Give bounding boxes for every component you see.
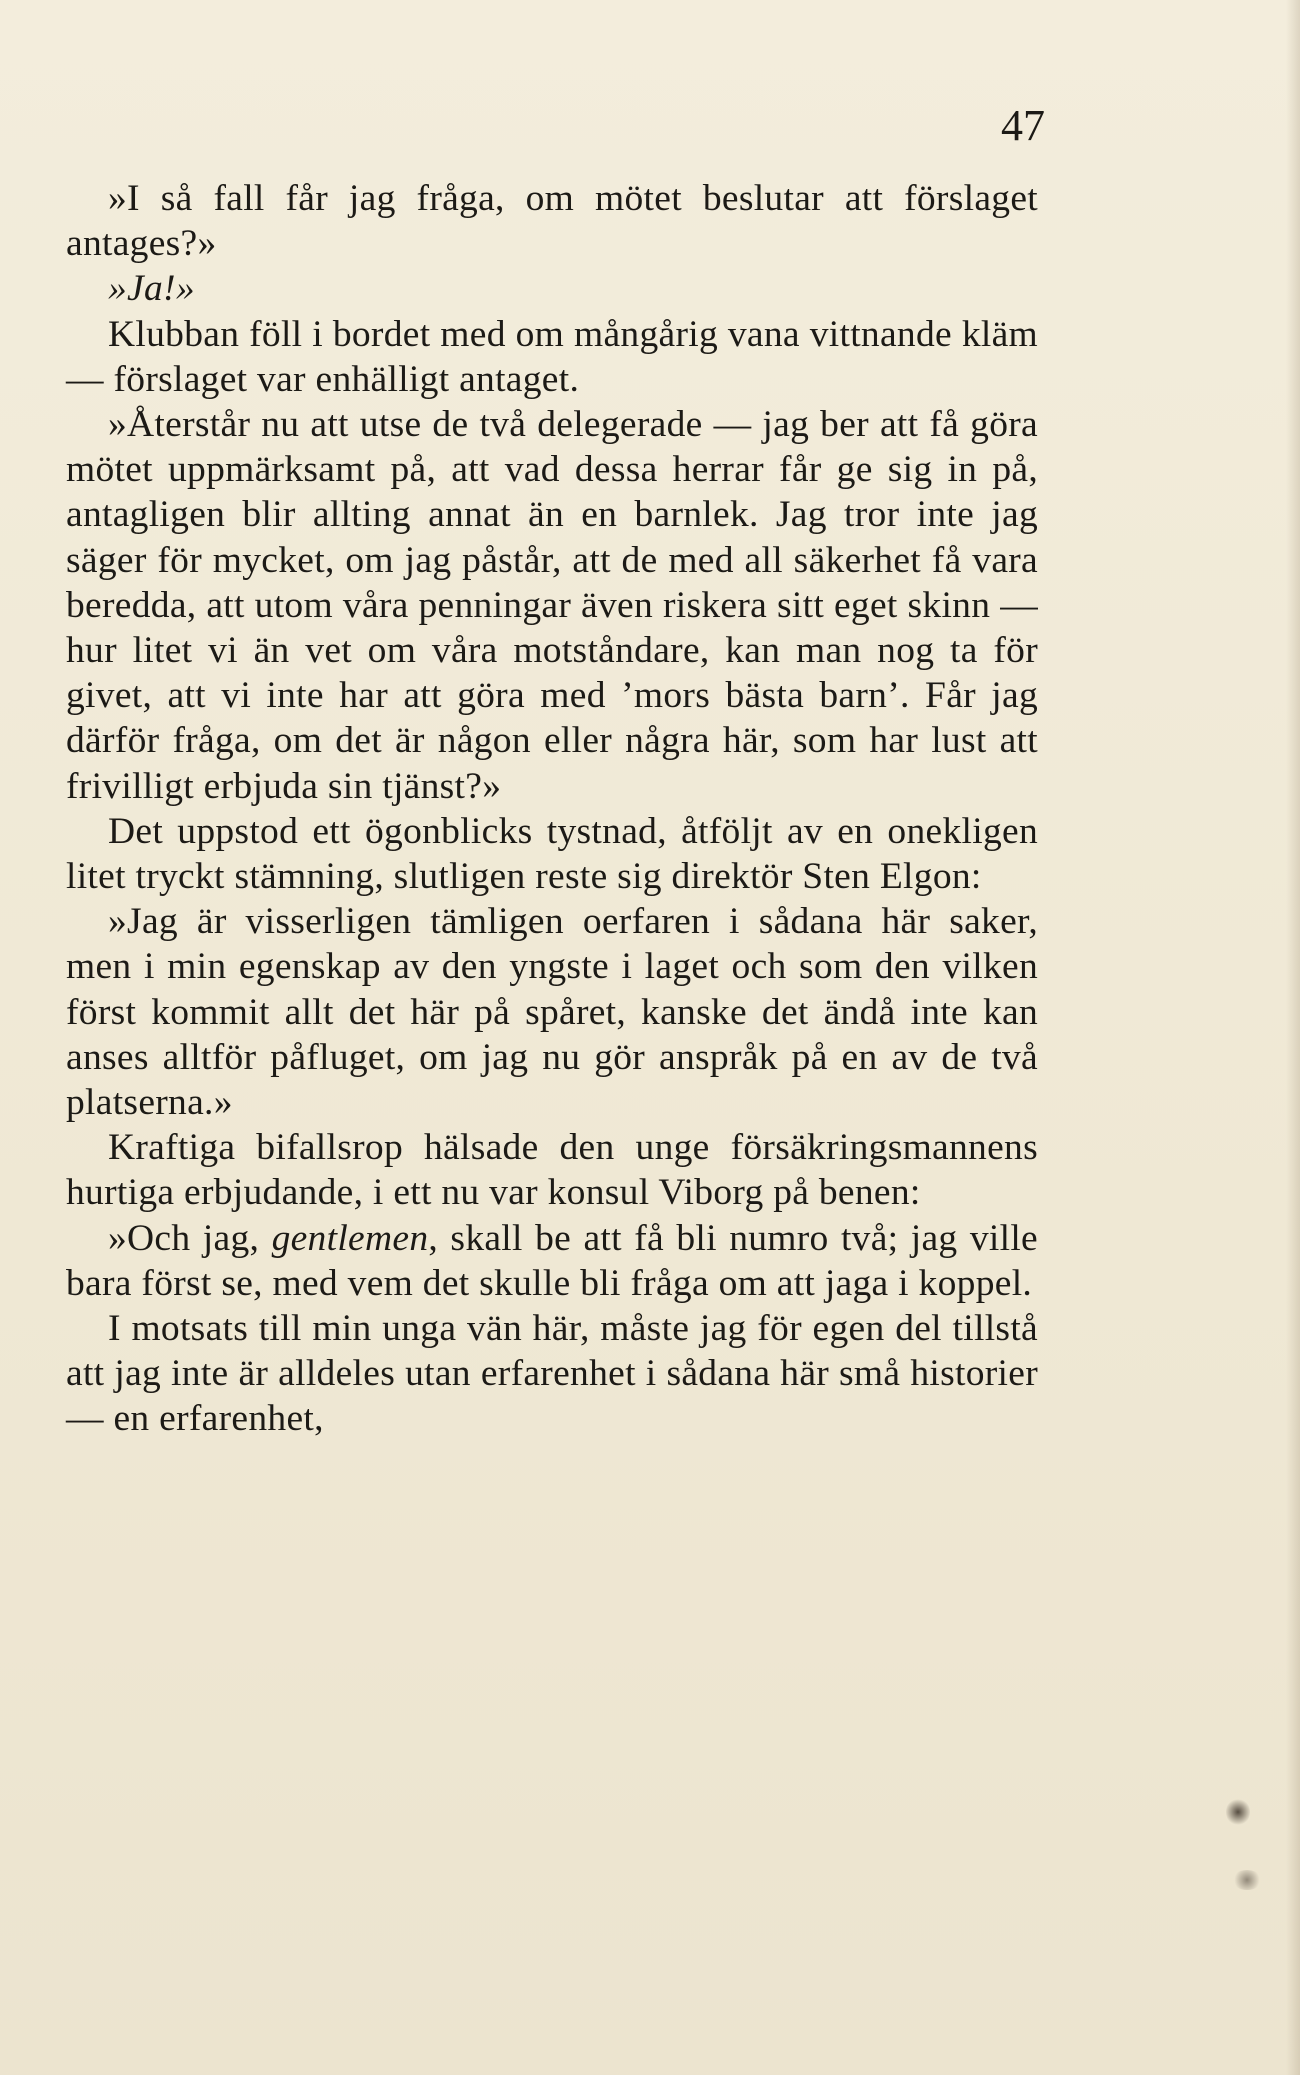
paragraph: »Jag är visserligen tämligen oerfaren i sådana här saker, men i min egenskap av den yngste i laget och som den vilken först kommit allt det här på spåret, kanske det ändå inte kan anses alltför påfluget, om jag nu gör anspråk på en av de två platserna.» bbox=[66, 901, 1038, 1124]
ink-smudge bbox=[1232, 1870, 1262, 1890]
page-edge-shadow bbox=[1286, 0, 1300, 2075]
paragraph: »Ja!» bbox=[108, 268, 195, 310]
paragraph: »Och jag, gentlemen, skall be att få bli numro två; jag ville bara först se, med vem det skulle bli fråga om att jaga i koppel. bbox=[66, 1217, 1038, 1304]
paragraph: »I så fall får jag fråga, om mötet beslutar att förslaget antages?» bbox=[66, 178, 1038, 265]
paragraph: I motsats till min unga vän här, måste jag för egen del tillstå att jag inte är alldeles utan erfarenhet i sådana här små historier — en erfarenhet, bbox=[66, 1308, 1038, 1440]
italic-word: gentlemen bbox=[271, 1217, 429, 1259]
paragraph: Klubban föll i bordet med om mångårig vana vittnande kläm — förslaget var enhälligt antaget. bbox=[66, 313, 1038, 400]
body-text bbox=[66, 176, 1038, 1442]
paragraph: Kraftiga bifallsrop hälsade den unge försäkringsmannens hurtiga erbjudande, i ett nu var konsul Viborg på benen: bbox=[66, 1127, 1038, 1214]
paragraph: »Återstår nu att utse de två delegerade — jag ber att få göra mötet uppmärksamt på, att vad dessa herrar får ge sig in på, antagligen blir allting annat än en barnlek. Jag tror inte jag säger för mycket, om jag påstår, att de med all säkerhet få vara beredda, att utom våra penningar även riskera sitt eget skinn — hur litet vi än vet om våra motståndare, kan man nog ta för givet, att vi inte har att göra med ’mors bästa barn’. Får jag därför fråga, om det är någon eller några här, som har lust att frivilligt erbjuda sin tjänst?» bbox=[66, 404, 1038, 807]
ink-smudge bbox=[1226, 1798, 1250, 1826]
page-number: 47 bbox=[1001, 101, 1045, 150]
paragraph: Det uppstod ett ögonblicks tystnad, åtföljt av en onekligen litet tryckt stämning, slutligen reste sig direktör Sten Elgon: bbox=[66, 810, 1038, 898]
